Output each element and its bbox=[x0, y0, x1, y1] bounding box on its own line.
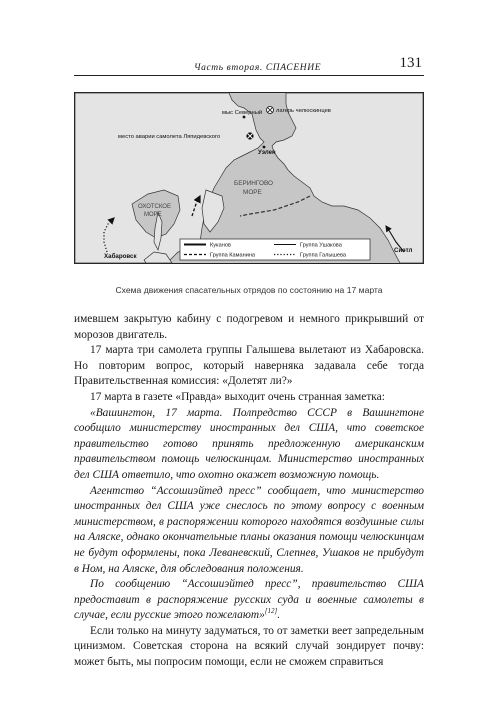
paragraph-1: имевшем закрытую кабину с подогревом и немного прикрывший от морозов двигатель. bbox=[74, 313, 424, 341]
quote-paragraph-2: Агентство “Ассошиэйтед пресс” сообщает, что министерство иностранных дел США уже снеслось по этому вопросу с военным министерством, в распоряжении которого находятся воздушные силы на Аляске, однако окончательные планы оказания помощи челюскинцам не будут оформлены, пока Леваневский, Слепнев, Ушаков не прибудут в Ном, на Аляске, для обследования положения. bbox=[74, 484, 424, 575]
quote-paragraph-1: «Вашингтон, 17 марта. Полпредство СССР в Вашингтоне сообщило министерству иностранных дел США, что советское правительство готово принять предложенную американским правительством помощь челюскинцам. Министерство иностранных дел США ответило, что охотно окажет возможную помощь. bbox=[74, 406, 424, 481]
quote-paragraph-3 bbox=[74, 577, 424, 624]
label-camp: лагерь челюскинцев bbox=[276, 108, 331, 114]
body-text bbox=[74, 312, 424, 671]
quote-paragraph-3-text: По сообщению “Ассошиэйтед пресс”, правительство США предоставит в распоряжение русских суда и военные самолеты в случае, если русские этого пожелают» bbox=[74, 578, 424, 622]
label-bering-sea-1: БЕРИНГОВО bbox=[234, 180, 274, 187]
page-number: 131 bbox=[399, 55, 422, 71]
label-seattle: Сиэтл bbox=[394, 247, 413, 254]
uelen-marker bbox=[263, 146, 266, 149]
paragraph-2: 17 марта три самолета группы Галышева вылетают из Хабаровска. Но повторим вопрос, который наверняка задавала себе тогда Правительственная комиссия: «Долетят ли?» bbox=[74, 344, 424, 388]
legend-label-ushakov: Группа Ушакова bbox=[300, 242, 342, 249]
cape-north-marker bbox=[243, 116, 246, 119]
label-crash: место аварии самолета Ляпидевского bbox=[118, 134, 221, 140]
rescue-routes-map bbox=[74, 92, 424, 264]
label-uelen: Уэлен bbox=[258, 150, 276, 156]
label-okhotsk-sea-1: ОХОТСКОЕ bbox=[138, 204, 171, 210]
label-bering-sea-2: МОРЕ bbox=[243, 189, 262, 196]
footnote-reference[interactable]: [12] bbox=[264, 607, 278, 616]
legend-label-kukanov: Куканов bbox=[210, 242, 231, 249]
legend-label-galyshev: Группа Галышева bbox=[300, 252, 347, 259]
label-cape-north: мыс Северный bbox=[222, 110, 263, 116]
legend-label-kamanin: Группа Каманина bbox=[210, 252, 256, 259]
map-legend bbox=[180, 239, 370, 260]
label-okhotsk-sea-2: МОРЕ bbox=[144, 212, 162, 218]
paragraph-4: Если только на минуту задуматься, то от заметки веет запредельным цинизмом. Советская сторона на всякий случай зондирует почву: может быть, мы попросим помощи, если не сможем справиться bbox=[74, 624, 424, 669]
paragraph-3: 17 марта в газете «Правда» выходит очень странная заметка: bbox=[90, 390, 385, 403]
map-caption: Схема движения спасательных отрядов по состоянию на 17 марта bbox=[115, 285, 383, 295]
header-rule bbox=[74, 75, 424, 76]
running-title: Часть вторая. СПАСЕНИЕ bbox=[194, 63, 322, 73]
label-khabarovsk: Хабаровск bbox=[104, 253, 137, 260]
quote-paragraph-3-end: . bbox=[277, 609, 281, 622]
page-header bbox=[74, 55, 424, 77]
